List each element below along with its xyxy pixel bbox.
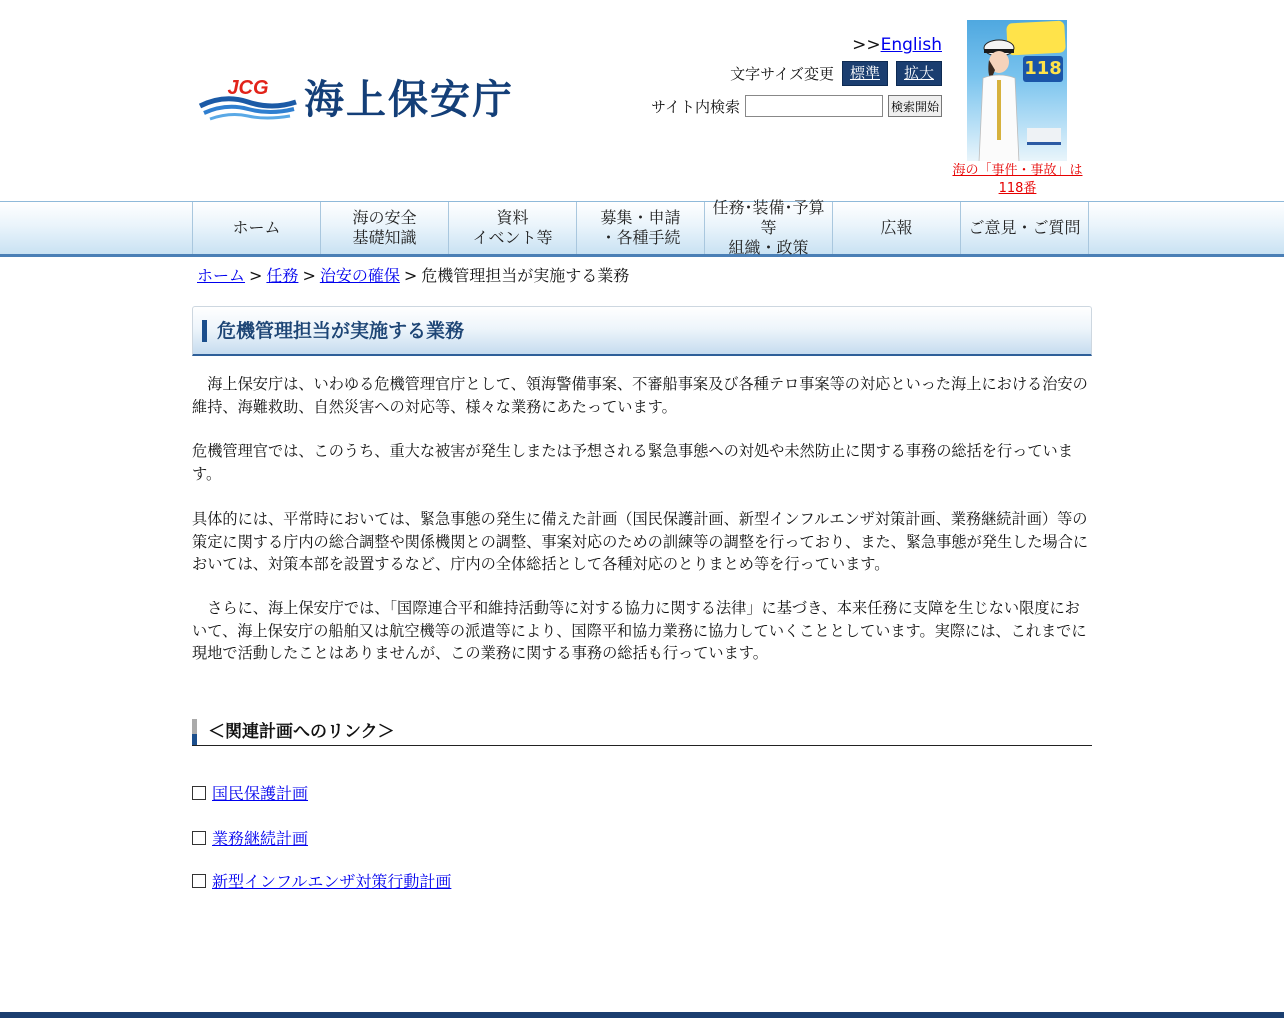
nav-item-materials-events[interactable]: 資料 イベント等 [449,202,577,254]
officer-illustration-icon [975,34,1023,161]
related-plans-heading: ＜関連計画へのリンク＞ [208,722,395,742]
text-size-label: 文字サイズ変更 [730,65,834,83]
breadcrumb-security-link[interactable]: 治安の確保 [319,266,400,285]
breadcrumb-current: 危機管理担当が実施する業務 [421,266,630,285]
breadcrumb [197,265,629,287]
text-size-controls [730,62,942,85]
breadcrumb-separator: > [302,266,316,285]
breadcrumb-separator: > [403,266,418,285]
checkbox-square-icon [192,786,206,800]
text-size-large-button[interactable]: 拡大 [896,61,942,86]
list-item [192,828,308,850]
language-switch [852,34,942,56]
page-title-banner [192,306,1092,356]
global-navigation [0,198,1284,257]
patrol-ship-icon [1027,128,1061,145]
body-paragraph: 具体的には、平常時においては、緊急事態の発生に備えた計画（国民保護計画、新型インフルエンザ対策計画、業務継続計画）等の策定に関する庁内の総合調整や関係機関との調整、事案対応のための訓練等の調整を行っており、また、緊急事態が発生した場合においては、対策本部を設置するなど、庁内の全体総括として各種対応のとりまとめ等を行っています。 [192,510,1089,573]
heading-accent-bar-top [192,719,197,734]
title-accent-bar [202,320,207,342]
english-prefix: >> [852,35,881,55]
page-title: 危機管理担当が実施する業務 [217,320,465,342]
search-label: サイト内検索 [651,97,740,116]
footer-divider [0,1012,1284,1018]
list-item [192,783,308,805]
civil-protection-plan-link[interactable]: 国民保護計画 [212,784,309,803]
breadcrumb-separator: > [249,266,263,285]
checkbox-square-icon [192,831,206,845]
nav-item-sea-safety[interactable]: 海の安全 基礎知識 [321,202,449,254]
text-size-normal-button[interactable]: 標準 [842,61,888,86]
checkbox-square-icon [192,874,206,888]
breadcrumb-home-link[interactable]: ホーム [197,266,246,285]
pandemic-influenza-plan-link[interactable]: 新型インフルエンザ対策行動計画 [212,872,452,891]
search-button[interactable]: 検索開始 [888,95,942,117]
poster-caption-link[interactable]: 海の「事件・事故」は118番 [952,163,1083,196]
body-paragraph: 海上保安庁は、いわゆる危機管理官庁として、領海警備事案、不審船事案及び各種テロ事案等の対応といった海上における治安の維持、海難救助、自然災害への対応等、様々な業務にあたっています。 [192,375,1088,416]
nav-item-missions-organization[interactable]: 任務･装備･予算等 組織・政策 [705,202,833,254]
jcg-logo[interactable] [196,76,526,126]
breadcrumb-missions-link[interactable]: 任務 [266,266,299,285]
site-header [0,0,1284,200]
poster-number: 118 [1023,56,1063,82]
nav-item-public-relations[interactable]: 広報 [833,202,961,254]
business-continuity-plan-link[interactable]: 業務継続計画 [212,829,309,848]
related-plans-section-heading [192,719,1092,746]
logo-wordmark: 海上保安庁 [304,77,514,123]
body-paragraph: さらに、海上保安庁では、「国際連合平和維持活動等に対する協力に関する法律」に基づき、本来任務に支障を生じない限度において、海上保安庁の船舶又は航空機等の派遣等により、国際平和協力業務に協力していくこととしています。実際には、これまでに現地で活動したことはありませんが、この業務に関する事務の総括も行っています。 [192,599,1087,662]
nav-item-feedback[interactable]: ご意見・ご質問 [961,202,1089,254]
logo-brand: JCG [227,77,269,99]
nav-item-home[interactable]: ホーム [193,202,321,254]
english-link[interactable]: English [880,35,942,55]
body-paragraph: 危機管理官では、このうち、重大な被害が発生しまたは予想される緊急事態への対処や未然防止に関する事務の総括を行っています。 [192,442,1073,483]
nav-item-recruitment-procedures[interactable]: 募集・申請 ・各種手続 [577,202,705,254]
jcg-wave-emblem-icon [196,76,300,126]
site-search [651,94,942,118]
search-input[interactable] [745,95,883,117]
emergency-118-poster[interactable] [967,20,1067,161]
list-item [192,871,451,893]
